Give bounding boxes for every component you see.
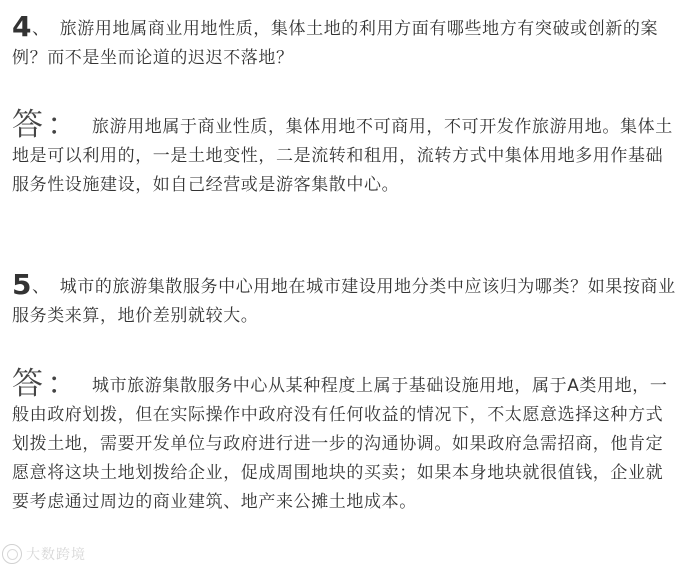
question-4 xyxy=(12,12,680,73)
answer-4-label: 答： xyxy=(12,107,82,143)
answer-4-text: 旅游用地属于商业性质，集体用地不可商用，不可开发作旅游用地。集体土地是可以利用的，一是土地变性，二是流转和租用，流转方式中集体用地多用作基础服务性设施建设，如自己经营或是游客集散中心。 xyxy=(12,117,673,195)
watermark xyxy=(2,542,86,566)
answer-4 xyxy=(12,107,680,200)
question-5-number: 5 xyxy=(12,268,33,301)
answer-5-label: 答： xyxy=(12,366,82,402)
logo-icon xyxy=(2,544,22,564)
watermark-text: 大数跨境 xyxy=(26,547,86,563)
question-5 xyxy=(12,270,680,331)
answer-5-text: 城市旅游集散服务中心从某种程度上属于基础设施用地，属于A类用地，一般由政府划拨，但在实际操作中政府没有任何收益的情况下，不太愿意选择这种方式划拨土地，需要开发单位与政府进行进一步的沟通协调。如果政府急需招商，他肯定愿意将这块土地划拨给企业，促成周围地块的买卖；如果本身地块就很值钱，企业就要考虑通过周边的商业建筑、地产来公摊土地成本。 xyxy=(12,376,668,512)
question-4-separator: 、 xyxy=(32,19,50,39)
question-4-number: 4 xyxy=(12,10,33,43)
question-4-text: 旅游用地属商业用地性质，集体土地的利用方面有哪些地方有突破或创新的案例？而不是坐而论道的迟迟不落地？ xyxy=(12,19,659,68)
question-5-text: 城市的旅游集散服务中心用地在城市建设用地分类中应该归为哪类？如果按商业服务类来算，地价差别就较大。 xyxy=(12,277,676,326)
question-5-separator: 、 xyxy=(32,277,50,297)
answer-5 xyxy=(12,366,680,517)
